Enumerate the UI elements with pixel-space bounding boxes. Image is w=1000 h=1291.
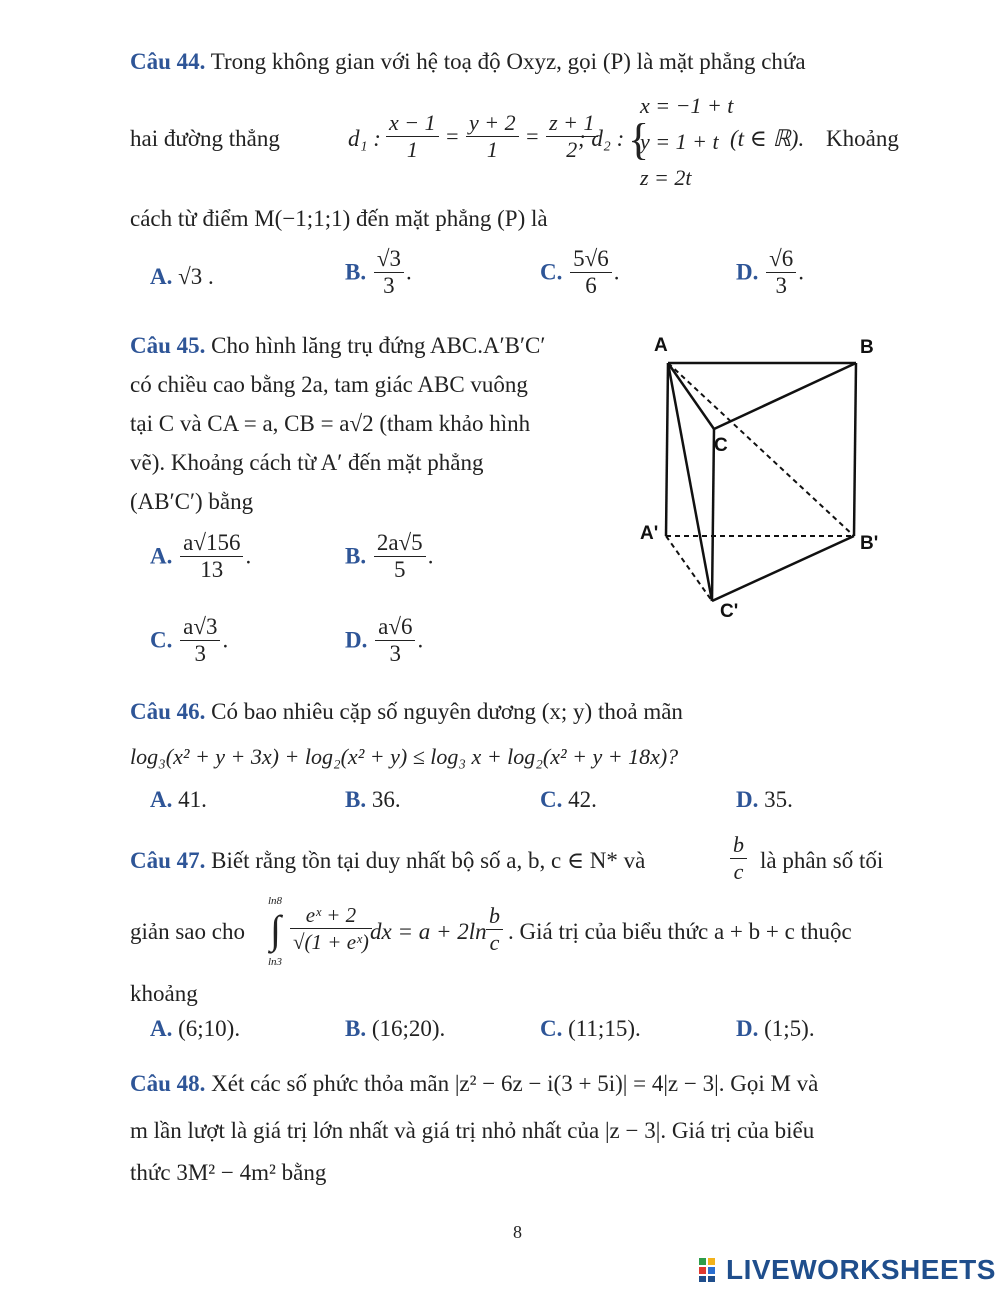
q47-option-a[interactable]: A. (6;10).: [150, 1016, 241, 1041]
q45-line4: vẽ). Khoảng cách từ A′ đến mặt phẳng: [130, 450, 484, 475]
q46-option-a[interactable]: A. 41.: [150, 787, 207, 812]
q44-d1-equation: $\frac{x - 1}{1}$ = $\frac{y + 2}{1}$ = $\frac{z + 1}{2}$: [384, 110, 600, 163]
q44-line2-suffix: Khoảng: [826, 126, 899, 151]
q44-line1: Câu 44. Trong không gian với hệ toạ độ Oxyz, gọi (P) là mặt phẳng chứa: [130, 49, 806, 74]
q44-option-b[interactable]: B. $\frac{√3}{3}$ .: [345, 246, 412, 298]
prism-label-b: B: [860, 337, 874, 358]
q46-option-b[interactable]: B. 36.: [345, 787, 401, 812]
prism-figure: [630, 325, 890, 625]
q47-line2-prefix: giản sao cho: [130, 919, 245, 944]
q47-label: Câu 47.: [130, 848, 206, 873]
liveworksheets-brand[interactable]: [698, 1254, 996, 1286]
q46-line1: Câu 46. Có bao nhiêu cặp số nguyên dương (x; y) thoả mãn: [130, 699, 683, 724]
prism-label-a: A: [654, 335, 668, 356]
q48-label: Câu 48.: [130, 1071, 206, 1096]
q47-fraction-bc: $\frac{b}{c}$: [728, 832, 749, 885]
q44-line2-prefix: hai đường thẳng: [130, 126, 280, 151]
q44-option-a[interactable]: A. √3 .: [150, 264, 214, 289]
prism-label-c: C: [714, 435, 728, 456]
q48-line3: thức 3M² − 4m² bằng: [130, 1160, 327, 1185]
q47-int-mid: dx = a + 2ln: [370, 919, 487, 944]
q47-line2-suffix: . Giá trị của biểu thức a + b + c thuộc: [508, 919, 852, 944]
q45-line2: có chiều cao bằng 2a, tam giác ABC vuông: [130, 372, 528, 397]
q47-line1: Câu 47. Biết rằng tồn tại duy nhất bộ số a, b, c ∈ N* và: [130, 848, 646, 873]
q47-integrand: $\frac{\text{eˣ + 2}}{\text{√(1 + eˣ)}}$: [288, 902, 374, 955]
prism-label-c1: C': [720, 601, 739, 622]
q47-line1-suffix: là phân số tối: [760, 848, 884, 873]
q44-label: Câu 44.: [130, 49, 206, 74]
q45-option-c[interactable]: C. $\frac{a√3}{3}$ .: [150, 614, 229, 666]
q48-line2: m lần lượt là giá trị lớn nhất và giá trị nhỏ nhất của |z − 3|. Giá trị của biểu: [130, 1118, 815, 1143]
liveworksheets-logo-icon: [698, 1257, 724, 1283]
q47-int-bot: ln3: [268, 956, 283, 968]
q44-brace: {: [628, 115, 650, 164]
q44-d2: ; d₂ :: [578, 126, 625, 151]
q47-line3: khoảng: [130, 981, 198, 1006]
prism-label-b1: B': [860, 533, 879, 554]
q47-int-top: ln8: [268, 895, 283, 907]
prism-label-a1: A': [640, 523, 659, 544]
q47-option-b[interactable]: B. (16;20).: [345, 1016, 446, 1041]
q44-domain: (t ∈ ℝ).: [730, 126, 805, 151]
q47-option-d[interactable]: D. (1;5).: [736, 1016, 815, 1041]
q46-option-c[interactable]: C. 42.: [540, 787, 597, 812]
q45-option-b[interactable]: B. $\frac{2a√5}{5}$ .: [345, 530, 434, 582]
q44-line3: cách từ điểm M(−1;1;1) đến mặt phẳng (P) là: [130, 206, 548, 231]
q47-ln-fraction: $\frac{b}{c}$: [484, 903, 505, 956]
q44-option-c[interactable]: C. $\frac{5√6}{6}$ .: [540, 246, 620, 298]
q48-line1: Câu 48. Xét các số phức thỏa mãn |z² − 6z − i(3 + 5i)| = 4|z − 3|. Gọi M và: [130, 1071, 819, 1096]
q45-line3: tại C và CA = a, CB = a√2 (tham khảo hình: [130, 411, 531, 436]
q44-system: x = −1 + t y = 1 + t z = 2t: [640, 93, 734, 190]
page-number: 8: [513, 1222, 522, 1242]
q47-integral-sign: ∫: [270, 907, 281, 952]
q45-option-a[interactable]: A. $\frac{a√156}{13}$ .: [150, 530, 252, 582]
q45-line1: Câu 45. Cho hình lăng trụ đứng ABC.A′B′C′: [130, 333, 546, 358]
q45-label: Câu 45.: [130, 333, 206, 358]
q45-line5: (AB′C′) bằng: [130, 489, 254, 514]
q44-option-d[interactable]: D. $\frac{√6}{3}$ .: [736, 246, 804, 298]
q46-option-d[interactable]: D. 35.: [736, 787, 793, 812]
q45-option-d[interactable]: D. $\frac{a√6}{3}$ .: [345, 614, 424, 666]
liveworksheets-wordmark: LIVEWORKSHEETS: [726, 1254, 996, 1285]
q46-line2: log₃(x² + y + 3x) + log₂(x² + y) ≤ log₃ x + log₂(x² + y + 18x)?: [130, 744, 679, 769]
q46-label: Câu 46.: [130, 699, 206, 724]
q44-d1: d₁ :: [348, 126, 381, 151]
q47-option-c[interactable]: C. (11;15).: [540, 1016, 641, 1041]
